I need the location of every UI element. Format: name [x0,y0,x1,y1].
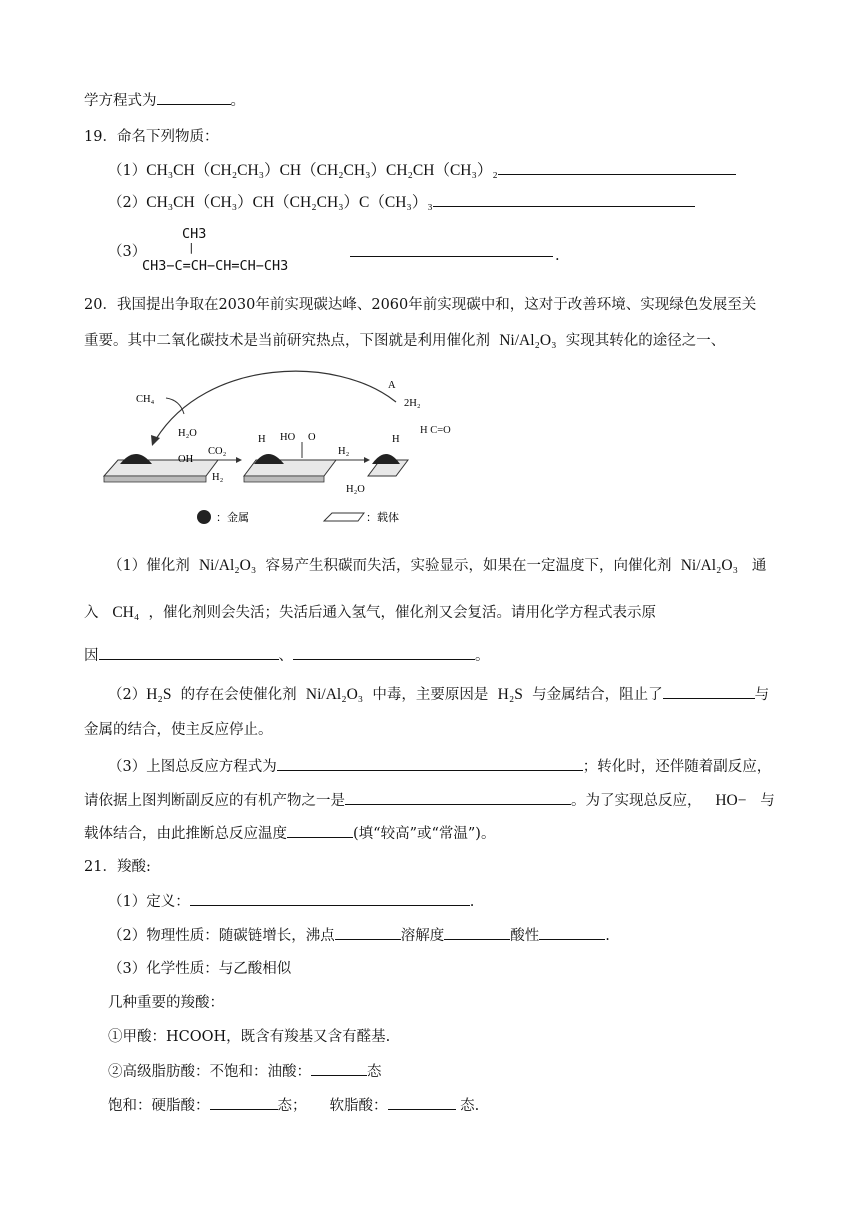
q20-p2-line2: 金属的结合，使主反应停止。 [84,722,273,738]
support-plate-1 [104,460,218,476]
metal-legend-icon [197,510,211,524]
plate3-labels: H C=O [420,425,451,436]
intro-end: 。 [230,93,245,109]
answer-blank[interactable] [277,756,583,771]
text: 因 [84,648,99,664]
answer-blank[interactable] [444,925,510,940]
answer-blank[interactable] [190,891,470,906]
legend-support: ：载体 [366,512,399,524]
text: 态 [367,1064,382,1080]
text: 、 [278,648,293,664]
label-h2o-2: H₂O [346,484,365,495]
intro-line [84,90,245,111]
answer-blank[interactable] [498,160,736,175]
answer-blank[interactable] [99,645,279,660]
text: （2）物理性质：随碳链增长，沸点 [108,928,335,944]
legend-metal: ：金属 [216,512,249,524]
structure-bond: | [188,241,195,254]
label-h2o-1: H₂O [178,428,197,439]
text: 实现其转化的途径之一、 [565,333,726,349]
label-ho: HO [280,432,296,443]
answer-blank[interactable] [388,1095,456,1110]
q21-chem: （3）化学性质：与乙酸相似 [108,961,292,977]
label-h: H [420,425,428,436]
text: 通 [751,558,767,574]
q20-line2 [84,331,725,351]
answer-blank[interactable] [287,823,353,838]
label-ch4: CH₄ [136,394,155,405]
text: （3）上图总反应方程式为 [108,759,277,775]
support-edge-2 [244,476,324,482]
text: 容易产生积碳而失活，实验显示，如果在一定温度下，向催化剂 [265,558,672,574]
catalyst-formula: Ni/Al₂O₃ [499,332,557,349]
text: ；转化时，还伴随着副反应， [582,759,772,775]
text: . [469,894,475,910]
q20-p3-line3 [84,823,495,844]
structure-branch: CH3 [182,226,207,242]
text: 重要。其中二氧化碳技术是当前研究热点，下图就是利用催化剂 [84,333,490,349]
text: (填“较高”或“常温”)。 [353,826,496,842]
text: ，催化剂则会失活；失活后通入氢气，催化剂又会复活。请用化学方程式表示原 [148,605,656,621]
text: 软脂酸： [329,1098,388,1114]
answer-blank[interactable] [345,790,571,805]
q21-title: 21．羧酸: [84,859,151,875]
answer-blank[interactable] [293,645,475,660]
text: 入 [84,605,99,621]
q20-p1-line3 [84,645,490,666]
item-prefix: （3） [108,244,147,260]
q21-several: 几种重要的羧酸： [108,995,224,1011]
arrowhead [151,435,160,446]
answer-blank[interactable] [335,925,401,940]
text: 请依据上图判断副反应的有机产物之一是 [84,793,345,809]
q19-title: 19．命名下列物质： [84,129,219,145]
text: 态. [460,1098,480,1114]
formula-1: CH₃CH（CH₂CH₃）CH（CH₂CH₃）CH₂CH（CH₃）₂ [146,162,498,179]
metal-cluster-1 [120,454,152,464]
arrowhead-2 [364,457,370,463]
item-end: . [555,248,560,264]
q19-item2 [108,192,695,213]
label-o: O [443,425,451,436]
label-h2-1: H₂ [212,472,224,483]
text: （1）催化剂 [108,558,190,574]
text: 中毒，主要原因是 [372,687,489,703]
answer-blank[interactable] [210,1095,278,1110]
text: . [605,928,610,944]
text: 与金属结合，阻止了 [532,687,663,703]
q20-line1: 20．我国提出争取在2030年前实现碳达峰、2060年前实现碳中和，这对于改善环境、实现绿色发展至关 [84,297,757,313]
answer-blank[interactable] [157,90,231,105]
arrowhead-1 [236,457,242,463]
answer-blank[interactable] [350,256,553,257]
text: 载体结合，由此推断总反应温度 [84,826,287,842]
formula-2: CH₃CH（CH₃）CH（CH₂CH₃）C（CH₃）₃ [146,194,433,211]
label-h-2: H [258,434,266,445]
text: 态； [277,1098,307,1114]
label-o-2: O [308,432,316,443]
text: 。 [475,648,490,664]
q19-item1 [108,160,736,181]
text: ②高级脂肪酸：不饱和：油酸： [108,1064,311,1080]
q20-p3-line1 [108,756,771,777]
label-c: C [430,425,438,436]
metal-cluster-2 [254,454,284,464]
text: 与 [754,687,770,703]
label-h-3: H [392,434,400,445]
text: 饱和：硬脂酸： [108,1098,210,1114]
text: （1）定义： [108,894,190,910]
answer-blank[interactable] [311,1061,367,1076]
answer-blank[interactable] [433,192,695,207]
text: 溶解度 [400,928,445,944]
support-legend-icon [324,513,364,521]
structure-main: CH3−C=CH−CH=CH−CH3 [142,258,289,274]
reaction-diagram [96,364,421,534]
metal-cluster-3 [372,454,400,464]
q21-fatty [108,1061,382,1082]
intro-text: 学方程式为 [84,93,157,109]
ho-group: HO− [715,792,747,809]
text: 酸性 [510,928,540,944]
q20-p1-line1 [108,556,766,576]
ch4-arrow [166,398,184,414]
q20-p3-line2 [84,790,775,811]
q20-p2-line1 [108,684,769,705]
q21-saturated [108,1095,479,1116]
text: 的存在会使催化剂 [180,687,297,703]
catalyst-formula: Ni/Al₂O₃ [198,557,257,574]
h2s-formula: H₂S [497,686,523,703]
h2s-formula: H₂S [146,686,172,703]
text: （2） [108,687,147,703]
answer-blank[interactable] [539,925,605,940]
q21-def [108,891,474,912]
text: 与 [760,793,775,809]
label-oh: OH [178,454,194,465]
label-a: A [388,380,396,391]
ch4-formula: CH₄ [112,604,140,621]
q21-formic: ①甲酸：HCOOH，既含有羧基又含有醛基. [108,1029,391,1045]
q20-p1-line2 [84,603,656,623]
item-prefix: （1） [108,163,147,179]
label-2h2: 2H₂ [404,398,421,409]
item-prefix: （2） [108,195,147,211]
label-h2-2: H₂ [338,446,350,457]
support-edge-1 [104,476,206,482]
label-co2: CO₂ [208,446,227,457]
catalyst-formula: Ni/Al₂O₃ [305,686,364,703]
q21-phys [108,925,610,946]
text: 。为了实现总反应， [571,793,702,809]
catalyst-formula: Ni/Al₂O₃ [680,557,739,574]
answer-blank[interactable] [663,684,755,699]
